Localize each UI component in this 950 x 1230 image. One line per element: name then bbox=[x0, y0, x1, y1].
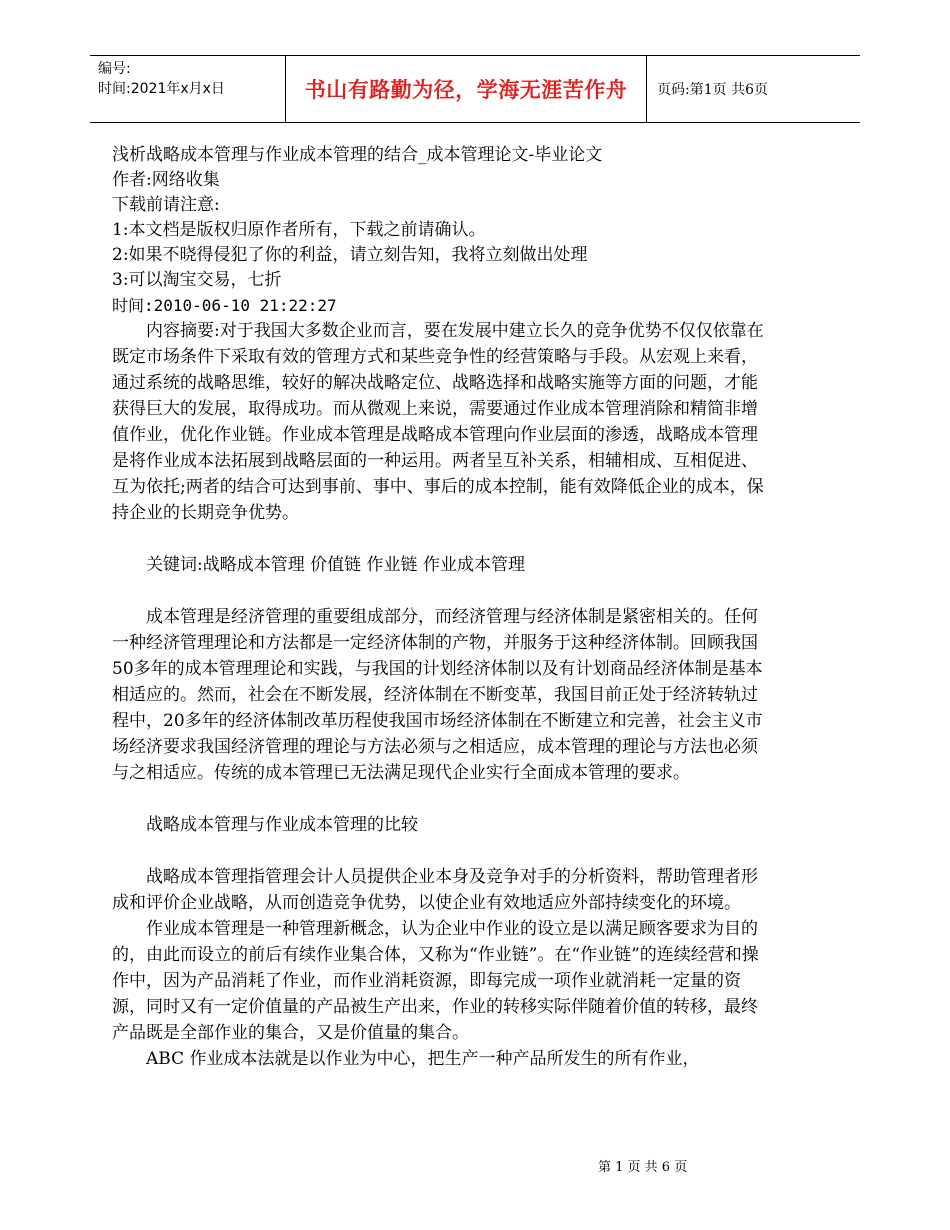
body-paragraph-2: 战略成本管理指管理会计人员提供企业本身及竞争对手的分析资料，帮助管理者形成和评价企业战略，从而创造竞争优势，以使企业有效地适应外部持续变化的环境。 bbox=[112, 867, 758, 913]
header-motto-cell bbox=[285, 56, 647, 122]
body-paragraph-4: ABC 作业成本法就是以作业为中心，把生产一种产品所发生的所有作业， bbox=[146, 1049, 700, 1069]
time-label: 时间:2021年x月x日 bbox=[98, 81, 225, 97]
section-heading: 战略成本管理与作业成本管理的比较 bbox=[146, 815, 418, 835]
number-label: 编号: bbox=[98, 61, 131, 77]
body-paragraph-1: 成本管理是经济管理的重要组成部分，而经济管理与经济体制是紧密相关的。任何一种经济管理理论和方法都是一定经济体制的产物，并服务于这种经济体制。回顾我国50多年的成本管理理论和实践，与我国的计划经济体制以及有计划商品经济体制是基本相适应的。然而，社会在不断发展，经济体制在不断变革，我国目前正处于经济转轨过程中，20多年的经济体制改革历程使我国市场经济体制在不断建立和完善，社会主义市场经济要求我国经济管理的理论与方法必须与之相适应，成本管理的理论与方法也必须与之相适应。传统的成本管理已无法满足现代企业实行全面成本管理的要求。 bbox=[112, 607, 763, 783]
notice-title: 下载前请注意: bbox=[112, 195, 220, 215]
spacer bbox=[112, 526, 772, 552]
header-left-cell bbox=[90, 56, 285, 122]
body-paragraph-3: 作业成本管理是一种管理新概念，认为企业中作业的设立是以满足顾客要求为目的的，由此而设立的前后有续作业集合体，又称为“作业链”。在“作业链”的连续经营和操作中，因为产品消耗了作业，而作业消耗资源，即每完成一项作业就消耗一定量的资源，同时又有一定价值量的产品被生产出来，作业的转移实际伴随着价值的转移，最终产品既是全部作业的集合，又是价值量的集合。 bbox=[112, 919, 759, 1043]
abstract-paragraph: 内容摘要:对于我国大多数企业而言，要在发展中建立长久的竞争优势不仅仅依靠在既定市场条件下采取有效的管理方式和某些竞争性的经营策略与手段。从宏观上来看，通过系统的战略思维，较好的解决战略定位、战略选择和战略实施等方面的问题，才能获得巨大的发展，取得成功。而从微观上来说，需要通过作业成本管理消除和精简非增值作业，优化作业链。作业成本管理是战略成本管理向作业层面的渗透，战略成本管理是将作业成本法拓展到战略层面的一种运用。两者呈互补关系，相辅相成、互相促进、互为依托;两者的结合可达到事前、事中、事后的成本控制，能有效降低企业的成本，保持企业的长期竞争优势。 bbox=[112, 321, 764, 523]
motto-text: 书山有路勤为径，学海无涯苦作舟 bbox=[304, 78, 628, 102]
page-info-text: 页码:第1页 共6页 bbox=[657, 82, 768, 98]
spacer bbox=[112, 578, 772, 604]
notice-item-1: 1:本文档是版权归原作者所有，下载之前请确认。 bbox=[112, 220, 486, 240]
page-header bbox=[90, 55, 860, 123]
keywords-line: 关键词:战略成本管理 价值链 作业链 作业成本管理 bbox=[146, 555, 525, 575]
document-body bbox=[112, 143, 772, 1072]
header-page-info bbox=[647, 56, 860, 122]
document-title: 浅析战略成本管理与作业成本管理的结合_成本管理论文-毕业论文 bbox=[112, 145, 603, 165]
publish-time: 时间:2010-06-10 21:22:27 bbox=[112, 296, 337, 315]
spacer bbox=[112, 838, 772, 864]
notice-item-2: 2:如果不晓得侵犯了你的利益，请立刻告知，我将立刻做出处理 bbox=[112, 245, 588, 265]
page-footer: 第 1 页 共 6 页 bbox=[598, 1160, 688, 1175]
author-line: 作者:网络收集 bbox=[112, 170, 220, 190]
spacer bbox=[112, 786, 772, 812]
notice-item-3: 3:可以淘宝交易，七折 bbox=[112, 270, 282, 290]
